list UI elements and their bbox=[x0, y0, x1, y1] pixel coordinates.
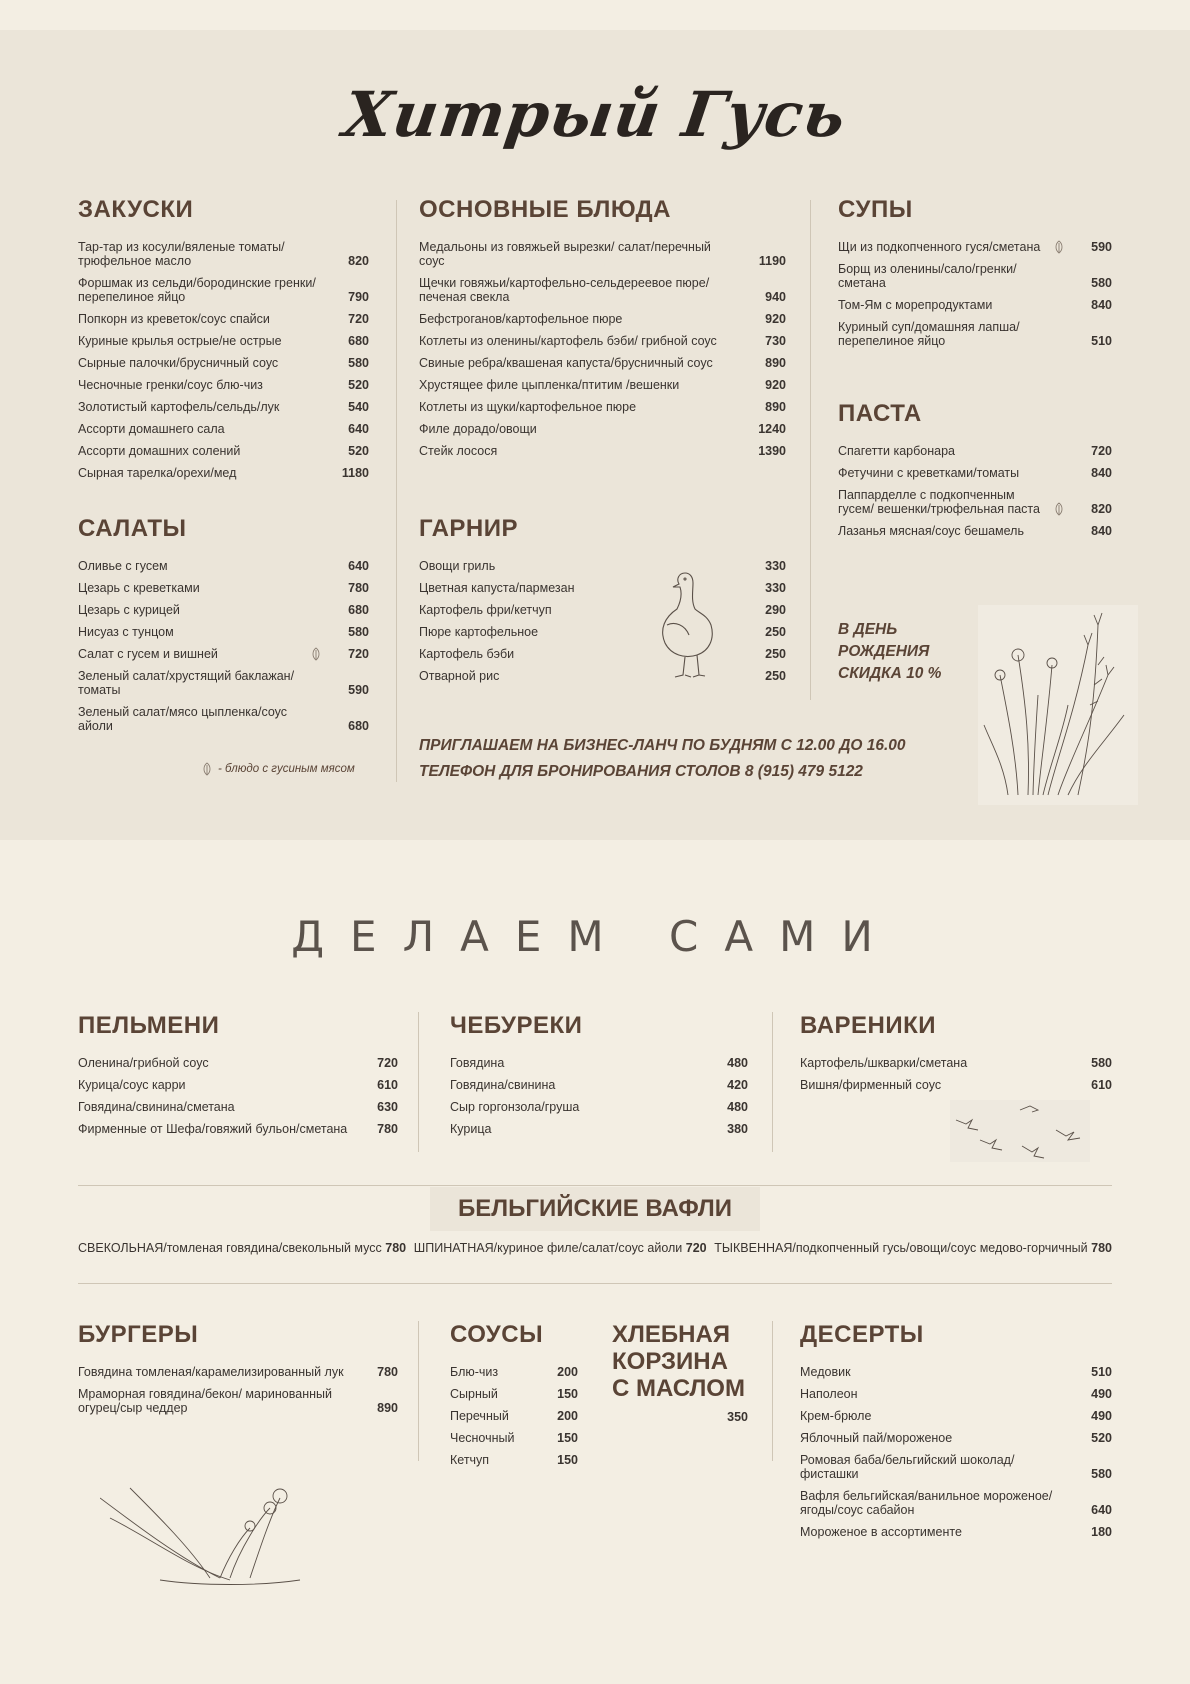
legend-text: - блюдо с гусиным мясом bbox=[218, 763, 355, 775]
item-name: Картофель/шкварки/сметана bbox=[800, 1056, 968, 1070]
item-price: 640 bbox=[1091, 1503, 1112, 1517]
item-name: Фетучини с креветками/томаты bbox=[838, 466, 1020, 480]
item-name: Сырный bbox=[450, 1387, 498, 1401]
item-name: Ромовая баба/бельгийский шоколад/фисташки bbox=[800, 1453, 1015, 1481]
item-price: 250 bbox=[765, 647, 786, 661]
waffle-list bbox=[78, 1241, 1112, 1255]
menu-item bbox=[78, 466, 369, 480]
section-title: ЗАКУСКИ bbox=[78, 196, 194, 223]
item-name: Ассорти домашнего сала bbox=[78, 422, 225, 436]
promo-phone: ТЕЛЕФОН ДЛЯ БРОНИРОВАНИЯ СТОЛОВ 8 (915) 479 5122 bbox=[419, 763, 863, 780]
item-name: Кетчуп bbox=[450, 1453, 490, 1467]
item-name: Котлеты из оленины/картофель бэби/ грибной соус bbox=[419, 334, 717, 348]
menu-item bbox=[800, 1056, 1112, 1070]
item-price: 180 bbox=[1091, 1525, 1112, 1539]
item-price: 1190 bbox=[758, 254, 786, 268]
item-price: 1240 bbox=[758, 422, 786, 436]
item-name: Спагетти карбонара bbox=[838, 444, 955, 458]
item-name: Говядина bbox=[450, 1056, 505, 1070]
menu-item bbox=[78, 1078, 398, 1092]
item-name: Вишня/фирменный соус bbox=[800, 1078, 942, 1092]
section-pasta bbox=[838, 400, 1112, 546]
menu-list bbox=[800, 1365, 1112, 1539]
item-price: 680 bbox=[348, 334, 369, 348]
item-price: 420 bbox=[727, 1078, 748, 1092]
item-price: 840 bbox=[1091, 524, 1112, 538]
item-name: Золотистый картофель/сельдь/лук bbox=[78, 400, 280, 414]
item-name: Зеленый салат/хрустящий баклажан/ томаты bbox=[78, 669, 295, 697]
menu-list bbox=[78, 240, 369, 480]
divider bbox=[810, 200, 811, 700]
item-price: 490 bbox=[1091, 1409, 1112, 1423]
menu-item bbox=[419, 276, 786, 304]
item-name: Мороженое в ассортименте bbox=[800, 1525, 962, 1539]
item-name: Говядина/свинина bbox=[450, 1078, 556, 1092]
birthday-line: РОЖДЕНИЯ bbox=[838, 643, 930, 660]
item-price: 150 bbox=[557, 1387, 578, 1401]
menu-item bbox=[800, 1431, 1112, 1445]
waffle-name: ТЫКВЕННАЯ/подкопченный гусь/овощи/соус медово-горчичный bbox=[714, 1241, 1088, 1255]
menu-item bbox=[838, 524, 1112, 538]
menu-item bbox=[800, 1409, 1112, 1423]
bread-price-row bbox=[612, 1410, 748, 1424]
menu-item bbox=[419, 312, 786, 326]
item-name: Курица/соус карри bbox=[78, 1078, 186, 1092]
divider bbox=[78, 1283, 1112, 1284]
item-price: 890 bbox=[377, 1401, 398, 1415]
leaf-icon bbox=[202, 762, 212, 776]
item-price: 920 bbox=[765, 378, 786, 392]
section-pelmeni bbox=[78, 1012, 398, 1144]
item-name: Том-Ям с морепродуктами bbox=[838, 298, 993, 312]
section-vareniki bbox=[800, 1012, 1112, 1100]
item-price: 1390 bbox=[758, 444, 786, 458]
menu-item bbox=[800, 1489, 1112, 1517]
item-price: 580 bbox=[1091, 1056, 1112, 1070]
item-price: 290 bbox=[765, 603, 786, 617]
item-name: Медовик bbox=[800, 1365, 851, 1379]
item-name: Оливье с гусем bbox=[78, 559, 168, 573]
item-price: 780 bbox=[377, 1122, 398, 1136]
item-name: Ассорти домашних солений bbox=[78, 444, 241, 458]
item-price: 630 bbox=[377, 1100, 398, 1114]
item-name: Лазанья мясная/соус бешамель bbox=[838, 524, 1024, 538]
item-name: Перечный bbox=[450, 1409, 509, 1423]
item-name: Курица bbox=[450, 1122, 492, 1136]
item-price: 780 bbox=[377, 1365, 398, 1379]
menu-item bbox=[78, 669, 369, 697]
bread-title-line: С МАСЛОМ bbox=[612, 1375, 745, 1402]
menu-item bbox=[78, 1365, 398, 1379]
menu-item bbox=[450, 1056, 748, 1070]
birds-illustration bbox=[950, 1100, 1090, 1162]
menu-item bbox=[450, 1122, 748, 1136]
menu-list bbox=[838, 444, 1112, 538]
item-price: 820 bbox=[1091, 502, 1112, 516]
menu-list bbox=[78, 1056, 398, 1136]
item-name: Наполеон bbox=[800, 1387, 858, 1401]
item-name: Нисуаз с тунцом bbox=[78, 625, 174, 639]
item-name: Крем-брюле bbox=[800, 1409, 872, 1423]
item-price: 520 bbox=[348, 444, 369, 458]
item-price: 330 bbox=[765, 559, 786, 573]
item-name: Тар-тар из косули/вяленые томаты/ трюфельное масло bbox=[78, 240, 285, 268]
item-price: 890 bbox=[765, 400, 786, 414]
menu-list bbox=[800, 1056, 1112, 1092]
menu-item bbox=[78, 444, 369, 458]
waffle-item bbox=[714, 1241, 1112, 1255]
item-name: Мраморная говядина/бекон/ маринованный огурец/сыр чеддер bbox=[78, 1387, 332, 1415]
menu-item bbox=[450, 1409, 578, 1423]
birthday-line: СКИДКА 10 % bbox=[838, 665, 942, 682]
menu-item bbox=[419, 334, 786, 348]
item-price: 520 bbox=[348, 378, 369, 392]
item-price: 510 bbox=[1091, 1365, 1112, 1379]
item-price: 720 bbox=[348, 647, 369, 661]
birthday-line: В ДЕНЬ bbox=[838, 621, 898, 638]
menu-item bbox=[838, 298, 1112, 312]
section-zakuski bbox=[78, 196, 369, 488]
menu-item bbox=[800, 1453, 1112, 1481]
divider bbox=[772, 1321, 773, 1461]
waffle-price: 780 bbox=[1091, 1241, 1112, 1255]
item-price: 790 bbox=[348, 290, 369, 304]
item-price: 150 bbox=[557, 1431, 578, 1445]
heading-delaem-sami: ДЕЛАЕМ САМИ bbox=[291, 912, 899, 961]
waffle-price: 720 bbox=[685, 1241, 707, 1255]
item-price: 580 bbox=[1091, 276, 1112, 290]
section-osnovnye bbox=[419, 196, 786, 466]
menu-item bbox=[838, 240, 1112, 254]
menu-item bbox=[78, 400, 369, 414]
bread-title-line: КОРЗИНА bbox=[612, 1348, 728, 1375]
menu-list bbox=[78, 559, 369, 733]
menu-item bbox=[78, 276, 369, 304]
item-name: Оленина/грибной соус bbox=[78, 1056, 209, 1070]
leaf-icon bbox=[311, 647, 321, 661]
item-price: 680 bbox=[348, 603, 369, 617]
menu-item bbox=[78, 312, 369, 326]
item-name: Цветная капуста/пармезан bbox=[419, 581, 575, 595]
menu-item bbox=[800, 1525, 1112, 1539]
menu-item bbox=[78, 625, 369, 639]
menu-item bbox=[838, 444, 1112, 458]
menu-list bbox=[838, 240, 1112, 348]
menu-item bbox=[450, 1078, 748, 1092]
section-title: ПЕЛЬМЕНИ bbox=[78, 1012, 220, 1039]
section-sousy bbox=[450, 1321, 578, 1475]
item-price: 590 bbox=[348, 683, 369, 697]
menu-item bbox=[838, 262, 1112, 290]
menu-item bbox=[78, 240, 369, 268]
item-price: 200 bbox=[557, 1365, 578, 1379]
menu-item bbox=[419, 378, 786, 392]
item-price: 250 bbox=[765, 669, 786, 683]
item-name: Пюре картофельное bbox=[419, 625, 539, 639]
waffle-name: СВЕКОЛЬНАЯ/томленая говядина/свекольный мусс bbox=[78, 1241, 382, 1255]
item-name: Борщ из оленины/сало/гренки/сметана bbox=[838, 262, 1017, 290]
menu-item bbox=[78, 1122, 398, 1136]
menu-item bbox=[78, 603, 369, 617]
item-name: Блю-чиз bbox=[450, 1365, 499, 1379]
item-name: Медальоны из говяжьей вырезки/ салат/перечный соус bbox=[419, 240, 711, 268]
item-price: 350 bbox=[727, 1410, 748, 1424]
item-name: Вафля бельгийская/ванильное мороженое/ ягоды/соус сабайон bbox=[800, 1489, 1053, 1517]
section-title: ЧЕБУРЕКИ bbox=[450, 1012, 583, 1039]
item-price: 480 bbox=[727, 1100, 748, 1114]
item-name: Сырные палочки/брусничный соус bbox=[78, 356, 279, 370]
divider bbox=[78, 1185, 1112, 1186]
menu-item bbox=[450, 1431, 578, 1445]
item-price: 580 bbox=[348, 625, 369, 639]
menu-list bbox=[78, 1365, 398, 1415]
item-name: Цезарь с креветками bbox=[78, 581, 200, 595]
promo bbox=[419, 733, 979, 785]
section-title: СУПЫ bbox=[838, 196, 913, 223]
section-title: ДЕСЕРТЫ bbox=[800, 1321, 924, 1348]
item-name: Отварной рис bbox=[419, 669, 500, 683]
item-price: 720 bbox=[348, 312, 369, 326]
item-price: 520 bbox=[1091, 1431, 1112, 1445]
divider bbox=[418, 1012, 419, 1152]
section-title: ПАСТА bbox=[838, 400, 922, 427]
menu-item bbox=[450, 1365, 578, 1379]
menu-item bbox=[78, 705, 369, 733]
section-title: ВАРЕНИКИ bbox=[800, 1012, 936, 1039]
section-salaty bbox=[78, 515, 369, 741]
menu-item bbox=[800, 1078, 1112, 1092]
item-name: Хрустящее филе цыпленка/птитим /вешенки bbox=[419, 378, 680, 392]
item-price: 510 bbox=[1091, 334, 1112, 348]
item-price: 590 bbox=[1091, 240, 1112, 254]
item-price: 820 bbox=[348, 254, 369, 268]
menu-item bbox=[78, 581, 369, 595]
item-price: 840 bbox=[1091, 466, 1112, 480]
item-price: 580 bbox=[348, 356, 369, 370]
item-name: Сыр горгонзола/груша bbox=[450, 1100, 580, 1114]
menu-item bbox=[419, 422, 786, 436]
section-supy bbox=[838, 196, 1112, 356]
menu-item bbox=[78, 378, 369, 392]
menu-item bbox=[78, 647, 369, 661]
item-name: Сырная тарелка/орехи/мед bbox=[78, 466, 237, 480]
menu-item bbox=[838, 488, 1112, 516]
waffle-item bbox=[78, 1241, 406, 1255]
menu-item bbox=[838, 320, 1112, 348]
item-name: Филе дорадо/овощи bbox=[419, 422, 537, 436]
item-name: Щи из подкопченного гуся/сметана bbox=[838, 240, 1041, 254]
promo-lunch: ПРИГЛАШАЕМ НА БИЗНЕС-ЛАНЧ ПО БУДНЯМ С 12.00 ДО 16.00 bbox=[419, 737, 906, 754]
item-name: Куриный суп/домашняя лапша/ перепелиное яйцо bbox=[838, 320, 1020, 348]
item-price: 720 bbox=[377, 1056, 398, 1070]
section-title: ОСНОВНЫЕ БЛЮДА bbox=[419, 196, 671, 223]
divider bbox=[418, 1321, 419, 1461]
section-title: САЛАТЫ bbox=[78, 515, 187, 542]
section-title: ГАРНИР bbox=[419, 515, 519, 542]
menu-item bbox=[838, 466, 1112, 480]
item-price: 1180 bbox=[341, 466, 369, 480]
brand-logo: Хитрый Гусь bbox=[339, 78, 851, 151]
birthday-discount bbox=[838, 619, 958, 685]
menu-item bbox=[78, 422, 369, 436]
item-price: 920 bbox=[765, 312, 786, 326]
menu-item bbox=[78, 1100, 398, 1114]
waffle-price: 780 bbox=[385, 1241, 407, 1255]
menu-item bbox=[419, 400, 786, 414]
item-name: Говядина томленая/карамелизированный лук bbox=[78, 1365, 344, 1379]
leaf-icon bbox=[1054, 502, 1064, 516]
item-price: 640 bbox=[348, 559, 369, 573]
item-name: Куриные крылья острые/не острые bbox=[78, 334, 282, 348]
item-price: 730 bbox=[765, 334, 786, 348]
menu-list bbox=[419, 240, 786, 458]
item-name: Яблочный пай/мороженое bbox=[800, 1431, 953, 1445]
goose-legend bbox=[202, 762, 382, 776]
item-price: 780 bbox=[348, 581, 369, 595]
waffle-name: ШПИНАТНАЯ/куриное филе/салат/соус айоли bbox=[413, 1241, 683, 1255]
item-name: Форшмак из сельди/бородинские гренки/ перепелиное яйцо bbox=[78, 276, 316, 304]
bread-title-line: ХЛЕБНАЯ bbox=[612, 1321, 731, 1348]
menu-list bbox=[450, 1056, 748, 1136]
item-price: 250 bbox=[765, 625, 786, 639]
item-price: 330 bbox=[765, 581, 786, 595]
menu-item bbox=[450, 1387, 578, 1401]
item-name: Попкорн из креветок/соус спайси bbox=[78, 312, 270, 326]
section-hleb bbox=[612, 1321, 748, 1432]
section-title: БУРГЕРЫ bbox=[78, 1321, 199, 1348]
menu-item bbox=[419, 240, 786, 268]
menu-item bbox=[419, 444, 786, 458]
item-price: 890 bbox=[765, 356, 786, 370]
menu-item bbox=[78, 356, 369, 370]
item-price: 610 bbox=[1091, 1078, 1112, 1092]
divider bbox=[396, 200, 397, 782]
menu-item bbox=[800, 1387, 1112, 1401]
item-name: Паппарделле с подкопченным гусем/ вешенки/трюфельная паста bbox=[838, 488, 1040, 516]
menu-item bbox=[78, 334, 369, 348]
item-price: 940 bbox=[765, 290, 786, 304]
divider bbox=[772, 1012, 773, 1152]
item-name: Чесночный bbox=[450, 1431, 515, 1445]
item-name: Овощи гриль bbox=[419, 559, 496, 573]
item-price: 480 bbox=[727, 1056, 748, 1070]
item-name: Свиные ребра/квашеная капуста/брусничный соус bbox=[419, 356, 713, 370]
item-price: 840 bbox=[1091, 298, 1112, 312]
item-price: 580 bbox=[1091, 1467, 1112, 1481]
item-price: 680 bbox=[348, 719, 369, 733]
item-name: Цезарь с курицей bbox=[78, 603, 180, 617]
item-price: 720 bbox=[1091, 444, 1112, 458]
item-price: 490 bbox=[1091, 1387, 1112, 1401]
item-name: Щечки говяжьи/картофельно-сельдереевое пюре/ печеная свекла bbox=[419, 276, 710, 304]
item-name: Картофель фри/кетчуп bbox=[419, 603, 552, 617]
item-name: Котлеты из щуки/картофельное пюре bbox=[419, 400, 637, 414]
item-name: Картофель бэби bbox=[419, 647, 515, 661]
section-title: СОУСЫ bbox=[450, 1321, 544, 1348]
menu-item bbox=[450, 1100, 748, 1114]
item-name: Бефстроганов/картофельное пюре bbox=[419, 312, 623, 326]
item-price: 200 bbox=[557, 1409, 578, 1423]
menu-item bbox=[800, 1365, 1112, 1379]
menu-item bbox=[78, 1387, 398, 1415]
item-price: 640 bbox=[348, 422, 369, 436]
item-price: 540 bbox=[348, 400, 369, 414]
section-deserty bbox=[800, 1321, 1112, 1547]
item-price: 150 bbox=[557, 1453, 578, 1467]
menu-item bbox=[78, 559, 369, 573]
item-name: Зеленый салат/мясо цыпленка/соус айоли bbox=[78, 705, 288, 733]
waffle-item bbox=[414, 1241, 707, 1255]
leaf-icon bbox=[1054, 240, 1064, 254]
grass-illustration bbox=[978, 605, 1138, 805]
section-burgery bbox=[78, 1321, 398, 1423]
menu-list bbox=[450, 1365, 578, 1467]
item-name: Чесночные гренки/соус блю-чиз bbox=[78, 378, 263, 392]
menu-item bbox=[78, 1056, 398, 1070]
section-chebureki bbox=[450, 1012, 748, 1144]
item-name: Стейк лосося bbox=[419, 444, 498, 458]
menu-item bbox=[419, 356, 786, 370]
item-name: Фирменные от Шефа/говяжий бульон/сметана bbox=[78, 1122, 348, 1136]
section-title-vafli: БЕЛЬГИЙСКИЕ ВАФЛИ bbox=[430, 1187, 760, 1231]
menu-item bbox=[450, 1453, 578, 1467]
item-price: 380 bbox=[727, 1122, 748, 1136]
item-name: Говядина/свинина/сметана bbox=[78, 1100, 235, 1114]
item-name: Салат с гусем и вишней bbox=[78, 647, 218, 661]
flowers-illustration bbox=[100, 1478, 310, 1588]
item-price: 610 bbox=[377, 1078, 398, 1092]
goose-illustration bbox=[645, 565, 735, 680]
